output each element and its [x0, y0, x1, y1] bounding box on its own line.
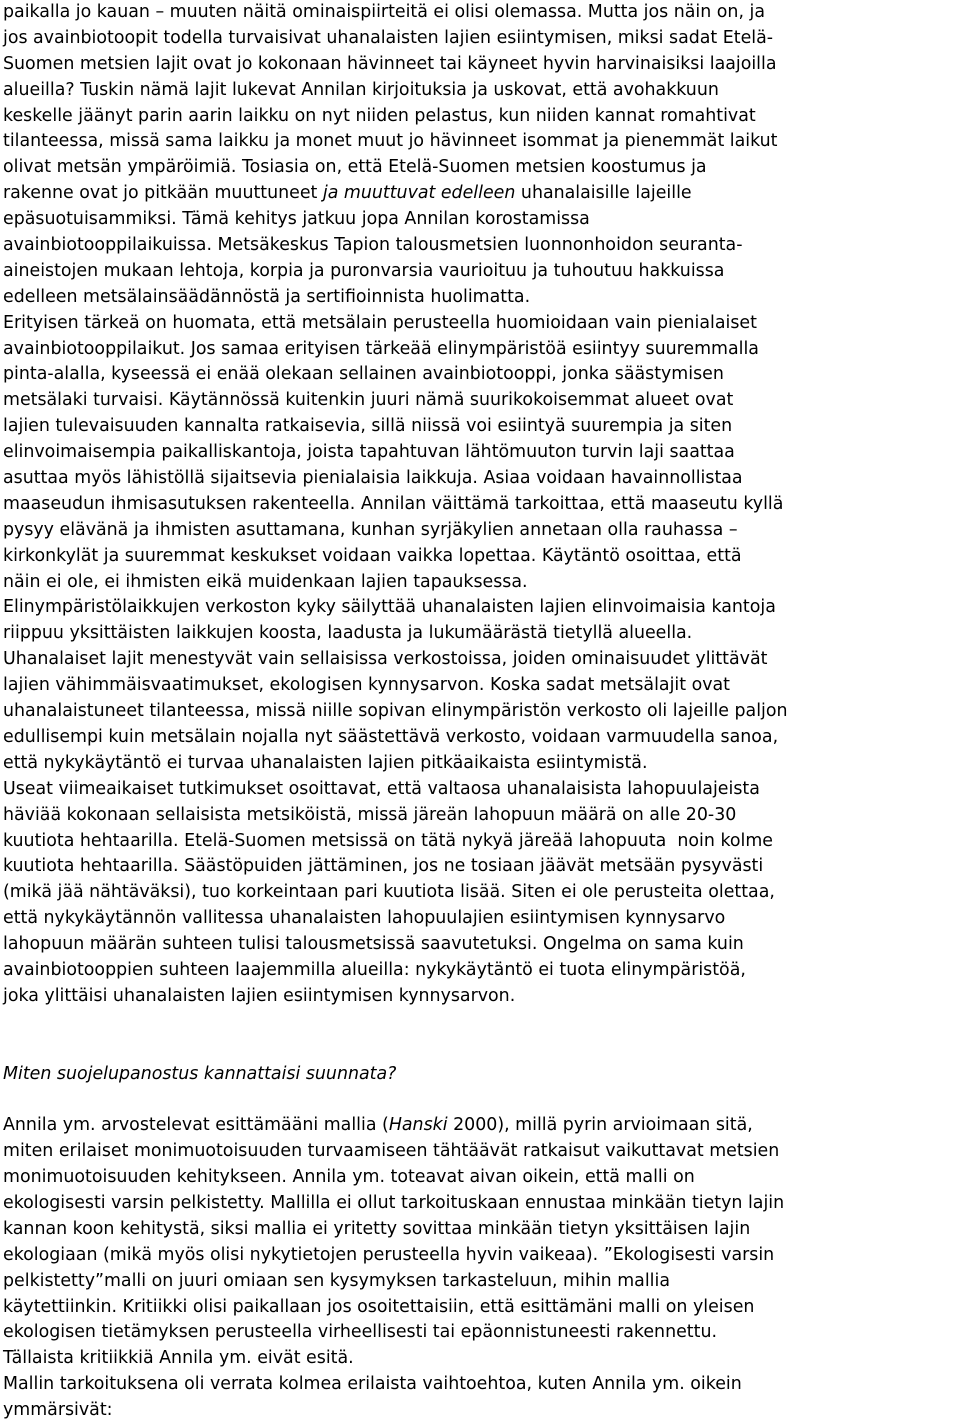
text-line: pysyy elävänä ja ihmisten asuttamana, kunhan syrjäkylien annetaan olla rauhassa –: [3, 519, 738, 540]
text-line: olivat metsän ympäröimiä. Tosiasia on, että Etelä-Suomen metsien koostumus ja: [3, 157, 707, 178]
text-line: kirkonkylät ja suuremmat keskukset voidaan vaikka lopettaa. Käytäntö osoittaa, että: [3, 545, 742, 566]
text-line: aineistojen mukaan lehtoja, korpia ja puronvarsia vaurioituu ja tuhoutuu hakkuissa: [3, 260, 725, 281]
paragraph-avainbiotoopit: [3, 0, 959, 311]
text-line: että nykykäytäntö ei turvaa uhanalaisten lajien pitkäaikaista esiintymistä.: [3, 752, 648, 773]
text-line: häviää kokonaan sellaisista metsiköistä, missä järeän lahopuun määrä on alle 20-30: [3, 804, 737, 825]
text-line: monimuotoisuuden kehitykseen. Annila ym. toteavat aivan oikein, että malli on: [3, 1167, 695, 1188]
text-segment: rakenne ovat jo pitkään muuttuneet: [3, 183, 323, 204]
text-line: näin ei ole, ei ihmisten eikä muidenkaan lajien tapauksessa.: [3, 571, 528, 592]
text-line: (mikä jää nähtäväksi), tuo korkeintaan pari kuutiota lisää. Siten ei ole perusteita olettaa,: [3, 882, 775, 903]
text-line: lajien tulevaisuuden kannalta ratkaisevia, sillä niissä voi esiintyä suurempia ja siten: [3, 416, 733, 437]
text-line: paikalla jo kauan – muuten näitä ominaispiirteitä ei olisi olemassa. Mutta jos näin on, ja: [3, 2, 765, 22]
document-page: [3, 0, 959, 1424]
text-line: kannan koon kehitystä, siksi mallia ei yritetty sovittaa minkään tietyn yksittäisen lajin: [3, 1218, 751, 1239]
text-line: edullisempi kuin metsälain nojalla nyt säästettävä verkosto, voidaan varmuudella sanoa,: [3, 726, 779, 747]
text-line: asuttaa myös lähistöllä sijaitsevia pienialaisia laikkuja. Asiaa voidaan havainnollistaa: [3, 468, 743, 489]
paragraph-vaihtoehdot: [3, 1372, 959, 1424]
spacer: [3, 1010, 959, 1036]
text-line: kuutiota hehtaarilla. Etelä-Suomen metsissä on tätä nykyä järeää lahopuuta noin kolme: [3, 830, 774, 851]
text-line: metsälaki turvaisi. Käytännössä kuitenkin juuri nämä suurikokoisemmat alueet ovat: [3, 390, 734, 411]
text-line: riippuu yksittäisten laikkujen koosta, laadusta ja lukumäärästä tietyllä alueella.: [3, 623, 693, 644]
text-line: avainbiotooppilaikuissa. Metsäkeskus Tapion talousmetsien luonnonhoidon seuranta-: [3, 235, 743, 256]
text-line: ekologisen tietämyksen perusteella virheellisesti tai epäonnistuneesti rakennettu.: [3, 1322, 717, 1343]
text-line: Erityisen tärkeä on huomata, että metsälain perusteella huomioidaan vain pienialaiset: [3, 312, 757, 333]
paragraph-metsalaki: [3, 311, 959, 596]
text-line: epäsuotuisammiksi. Tämä kehitys jatkuu jopa Annilan korostamissa: [3, 209, 590, 230]
text-line: Useat viimeaikaiset tutkimukset osoittavat, että valtaosa uhanalaisista lahopuulajeista: [3, 778, 760, 799]
text-line: [3, 1113, 959, 1139]
paragraph-kynnysarvo: [3, 647, 959, 776]
text-line: elinvoimaisempia paikalliskantoja, joista tapahtuvan lähtömuuton turvin laji saattaa: [3, 442, 735, 463]
text-line: Tällaista kritiikkiä Annila ym. eivät esitä.: [3, 1348, 354, 1369]
text-line: Elinympäristölaikkujen verkoston kyky säilyttää uhanalaisten lajien elinvoimaisia kantoja: [3, 597, 776, 618]
text-line: avainbiotooppien suhteen laajemmilla alueilla: nykykäytäntö ei tuota elinympäristöä,: [3, 959, 746, 980]
text-line: lajien vähimmäisvaatimukset, ekologisen kynnysarvon. Koska sadat metsälajit ovat: [3, 675, 730, 696]
spacer: [3, 1087, 959, 1113]
text-line: pinta-alalla, kyseessä ei enää olekaan sellainen avainbiotooppi, jonka säästymisen: [3, 364, 724, 385]
text-line: joka ylittäisi uhanalaisten lajien esiintymisen kynnysarvon.: [3, 985, 516, 1006]
paragraph-lahopuu: [3, 777, 959, 1010]
text-line: lahopuun määrän suhteen tulisi talousmetsissä saavutetuksi. Ongelma on sama kuin: [3, 934, 744, 955]
italic-citation: Hanski: [388, 1115, 448, 1136]
text-line: tilanteessa, missä sama laikku ja monet muut jo hävinneet isommat ja pienemmät laikut: [3, 131, 778, 152]
text-segment: uhanalaisille lajeille: [515, 183, 692, 204]
text-line: ymmärsivät:: [3, 1400, 113, 1421]
text-line: jos avainbiotoopit todella turvaisivat uhanalaisten lajien esiintymisen, miksi sadat Etelä-: [3, 27, 774, 48]
text-line: että nykykäytännön vallitessa uhanalaisten lahopuulajien esiintymisen kynnysarvo: [3, 908, 726, 929]
text-line: [3, 181, 959, 207]
text-line: Suomen metsien lajit ovat jo kokonaan hävinneet tai käyneet hyvin harvinaisiksi laajoilla: [3, 53, 777, 74]
section-heading: Miten suojelupanostus kannattaisi suunnata?: [3, 1063, 397, 1084]
text-line: Mallin tarkoituksena oli verrata kolmea erilaista vaihtoehtoa, kuten Annila ym. oikein: [3, 1374, 742, 1395]
text-line: edelleen metsälainsäädännöstä ja sertifioinnista huolimatta.: [3, 286, 531, 307]
text-line: alueilla? Tuskin nämä lajit lukevat Annilan kirjoituksia ja uskovat, että avohakkuun: [3, 79, 719, 100]
text-line: käytettiinkin. Kritiikki olisi paikallaan jos osoitettaisiin, että esittämäni malli on yleisen: [3, 1296, 755, 1317]
text-line: kuutiota hehtaarilla. Säästöpuiden jättäminen, jos ne tosiaan jäävät metsään pysyvästi: [3, 856, 764, 877]
text-line: pelkistetty”malli on juuri omiaan sen kysymyksen tarkasteluun, mihin mallia: [3, 1270, 670, 1291]
text-line: ekologisesti varsin pelkistetty. Mallilla ei ollut tarkoituskaan ennustaa minkään tietyn lajin: [3, 1192, 785, 1213]
spacer: [3, 1036, 959, 1062]
text-segment: 2000), millä pyrin arvioimaan sitä,: [447, 1115, 753, 1136]
text-line: ekologiaan (mikä myös olisi nykytietojen perusteella hyvin vaikeaa). ”Ekologisesti varsin: [3, 1244, 775, 1265]
italic-emphasis: ja muuttuvat edelleen: [322, 183, 516, 204]
paragraph-malli: [3, 1113, 959, 1372]
text-line: Uhanalaiset lajit menestyvät vain sellaisissa verkostoissa, joiden ominaisuudet ylittävät: [3, 649, 768, 670]
text-line: maaseudun ihmisasutuksen rakenteella. Annilan väittämä tarkoittaa, että maaseutu kyllä: [3, 493, 784, 514]
text-line: keskelle jäänyt parin aarin laikku on nyt niiden pelastus, kun niiden kannat romahtivat: [3, 105, 756, 126]
text-line: miten erilaiset monimuotoisuuden turvaamiseen tähtäävät ratkaisut vaikuttavat metsien: [3, 1141, 780, 1162]
paragraph-verkosto: [3, 595, 959, 647]
text-line: uhanalaistuneet tilanteessa, missä niille sopivan elinympäristön verkosto oli lajeille paljon: [3, 701, 788, 722]
text-segment: Annila ym. arvostelevat esittämääni mallia (: [3, 1115, 389, 1136]
text-line: avainbiotooppilaikut. Jos samaa erityisen tärkeää elinympäristöä esiintyy suuremmalla: [3, 338, 759, 359]
